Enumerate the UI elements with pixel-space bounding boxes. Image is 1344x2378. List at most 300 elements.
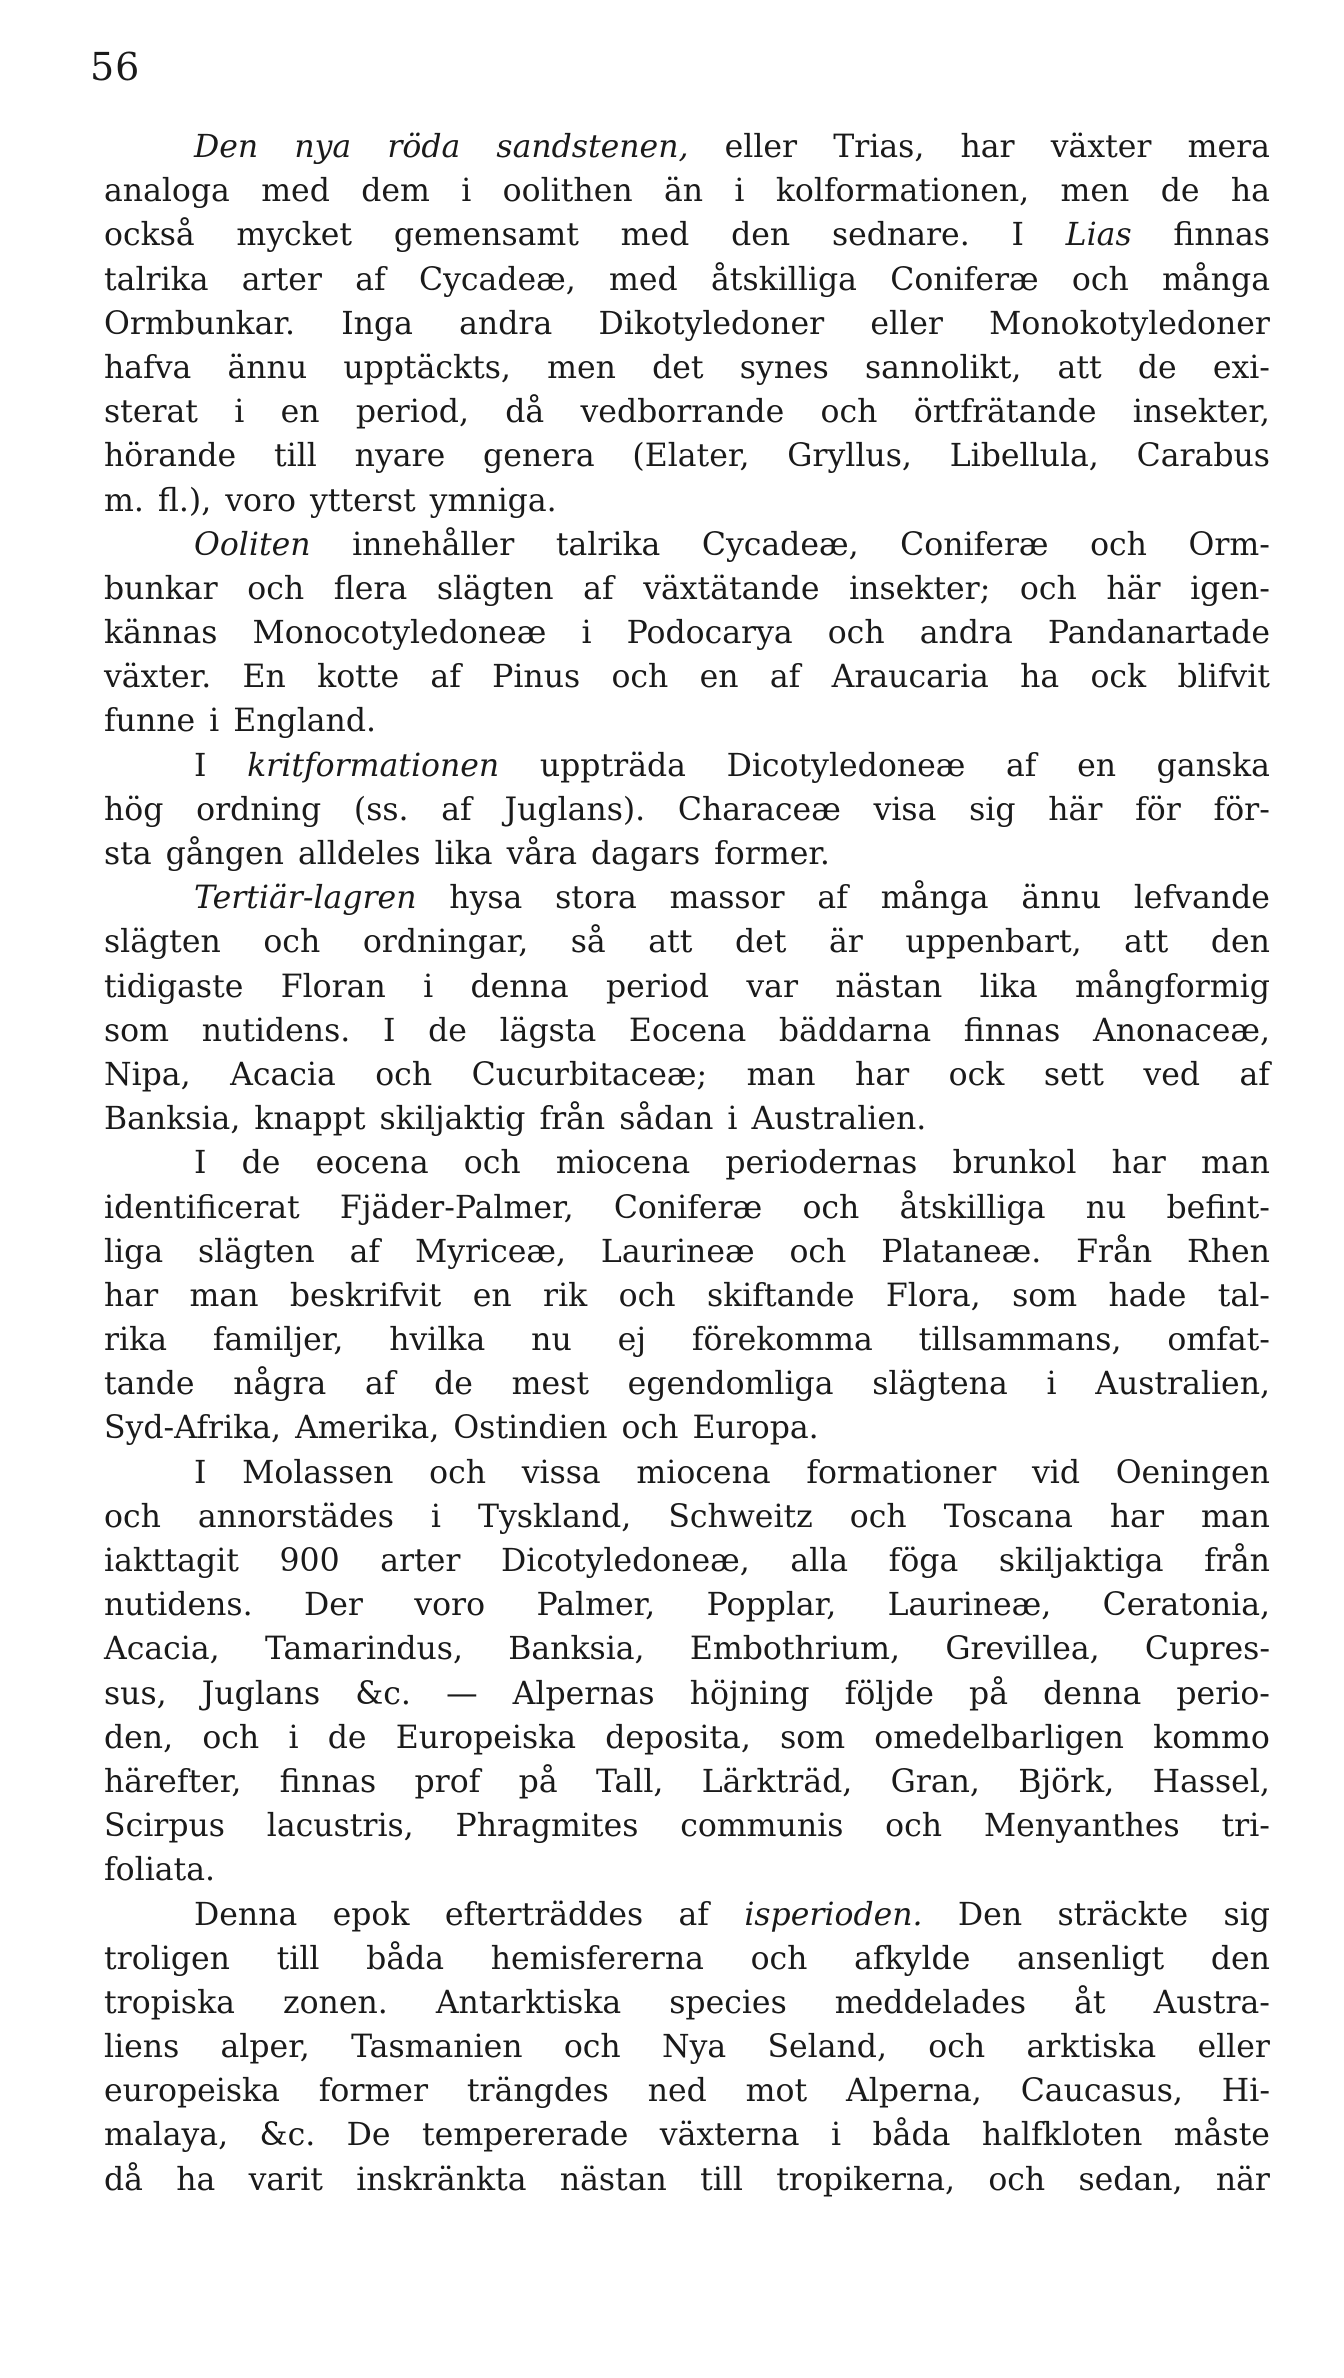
word: mångformig [1075,968,1270,1005]
word: det [734,924,787,961]
text-line [104,567,1270,611]
word: med [609,261,678,298]
word: ha [1230,173,1270,210]
word: ej [617,1322,647,1359]
italic-word: sandstenen, [496,129,689,165]
text-line [104,346,1270,390]
word: för- [1213,791,1270,828]
word: blifvit [1177,659,1270,696]
word: tidigaste [104,968,244,1005]
word: af [583,570,614,607]
word: Fjäder-Palmer, [339,1189,574,1226]
word: och [104,1498,161,1535]
word: Caucasus, [1020,2073,1183,2110]
text-line [104,1097,1270,1141]
word: tillsammans, [918,1322,1122,1359]
word: stora [555,880,637,917]
word: Denna [194,1896,298,1933]
word: den [1210,1940,1270,1977]
word: I [194,1145,207,1182]
text-line [104,876,1270,920]
word: Laurineæ [600,1233,755,1270]
word: Amerika, [295,1410,440,1447]
word: Ceratonia, [1102,1587,1270,1624]
text-line [104,611,1270,655]
text-line [104,1760,1270,1804]
word: är [828,924,863,961]
word: kommo [1153,1719,1270,1756]
word: växterna [659,2117,800,2154]
word: mot [745,2073,808,2110]
text-line [104,1937,1270,1981]
word: rika [104,1322,167,1359]
word: har [855,1056,910,1093]
word: I [382,1012,396,1049]
word: Phragmites [455,1808,639,1845]
word: att [1057,349,1102,386]
text-line [104,125,1270,169]
word: zonen. [282,1984,388,2021]
word: nutidens. [201,1012,351,1049]
word: omfat- [1167,1322,1270,1359]
word: voro [225,482,297,519]
word: inskränkta [356,2161,527,2198]
word: alper, [220,2029,310,2066]
word: en [1077,747,1117,784]
word: Eocena [628,1012,747,1049]
word: sannolikt, [864,349,1022,386]
word: växter [1050,129,1152,165]
word: som [780,1719,846,1756]
word: talrika [555,526,661,563]
word: man [1201,1498,1270,1535]
word: Characeæ [677,791,841,828]
word: Plataneæ. [881,1233,1042,1270]
word: I [194,747,207,784]
word: man [189,1277,259,1314]
word: De [346,2117,391,2154]
text-line [104,523,1270,567]
word: för [1135,791,1181,828]
word: gången [165,836,284,872]
word: rik [543,1277,588,1314]
word: nästan [835,968,943,1005]
word: Björk, [1018,1763,1115,1800]
text-line [104,744,1270,788]
word: båda [366,1940,445,1977]
word: Myriceæ, [414,1233,567,1270]
word: Inga [341,305,413,342]
word: föga [888,1543,959,1579]
word: ned [647,2073,707,2110]
text-line [104,1627,1270,1671]
text-line [104,1495,1270,1539]
word: andra [459,305,553,342]
word: finnas [279,1763,377,1800]
word: då [505,394,545,431]
word: Acacia, [104,1631,220,1668]
italic-word: nya [294,129,352,165]
word: af [817,880,848,917]
word: ha [176,2161,216,2198]
word: Coniferæ [900,526,1049,563]
word: Acacia [230,1056,336,1093]
word: afkylde [854,1940,971,1977]
text-line [104,699,1270,743]
word: Menyanthes [983,1808,1180,1845]
word: sterat [104,394,198,431]
text-line [104,1406,1270,1450]
word: bunkar [104,570,218,607]
word: Austra- [1153,1984,1270,2021]
word: Araucaria [831,659,989,696]
word: dagars [591,836,701,872]
word: nutidens. [104,1587,253,1624]
word: Grevillea, [945,1631,1100,1668]
word: knappt [254,1101,366,1138]
word: eller [1197,2029,1270,2066]
word: Coniferæ [890,261,1039,298]
word: synes [739,349,829,386]
word: en [280,394,320,431]
word: slägtena [872,1366,1008,1403]
word: och [802,1189,860,1226]
text-line [104,2113,1270,2157]
text-line [104,1981,1270,2025]
word: växtätande [643,570,820,607]
word: af [349,1233,381,1270]
word: tempererade [422,2117,629,2154]
word: denna [1043,1675,1142,1712]
word: Embothrium, [689,1631,901,1668]
italic-word: Ooliten [194,526,311,563]
text-line [104,479,1270,523]
word: åtskilliga [899,1189,1046,1226]
word: Monocotyledoneæ [252,615,547,652]
word: i [581,615,592,652]
word: och [849,1498,907,1535]
word: &c. [355,1675,411,1712]
word: när [1215,2161,1270,2198]
text-line [104,1672,1270,1716]
word: skiljaktig [379,1101,526,1138]
word: Cupres- [1144,1631,1270,1668]
word: I [1011,217,1024,254]
word: följde [844,1675,934,1712]
word: och [827,615,885,652]
word: och [1090,526,1147,563]
word: sednare. [831,217,970,254]
word: man [1200,1145,1270,1182]
word: arter [241,261,322,298]
word: båda [872,2117,951,2154]
page-number: 56 [90,45,141,89]
word: här [1048,791,1103,828]
word: de [1160,173,1200,210]
word: af [441,791,472,828]
word: i [734,173,745,210]
word: förekomma [691,1322,873,1359]
word: tande [104,1366,195,1403]
word: sus, [104,1675,167,1712]
word: Alperna, [846,2073,982,2110]
word: genera [483,438,595,475]
word: exi- [1212,349,1270,386]
word: Antarktiska [435,1984,622,2021]
word: Hassel, [1152,1763,1270,1800]
text-line [104,1451,1270,1495]
word: åt [1074,1984,1106,2021]
word: denna [470,968,569,1005]
word: har [1111,1145,1166,1182]
text-line [104,302,1270,346]
word: nu [1085,1189,1127,1226]
word: andra [919,615,1013,652]
word: hörande [104,438,237,475]
word: nu [531,1322,572,1359]
word: Palmer, [536,1587,656,1624]
word: period [605,968,710,1005]
word: vissa [521,1454,601,1491]
word: det [652,349,704,386]
word: alla [790,1543,849,1579]
word: Europa. [692,1410,819,1447]
word: Tasmanien [351,2029,523,2066]
word: kolformationen, [775,173,1030,210]
word: Pandanartade [1047,615,1270,652]
text-line [104,1274,1270,1318]
word: En [242,659,286,696]
word: Europeiska [395,1719,576,1756]
word: lacustris, [266,1808,414,1845]
word: voro [414,1587,486,1624]
word: har [1109,1498,1165,1535]
text-line [104,965,1270,1009]
word: epok [332,1896,410,1933]
word: Schweitz [668,1498,813,1535]
word: att [648,924,693,961]
word: mest [511,1366,589,1403]
word: i [234,394,245,431]
word: ytterst [310,482,416,519]
word: och [618,1277,676,1314]
word: — [446,1675,478,1712]
word: Cucurbitaceæ; [471,1056,708,1093]
word: lika [979,968,1038,1005]
word: foliata. [104,1852,216,1889]
word: att [1124,924,1169,961]
word: var [746,968,799,1005]
word: befint- [1166,1189,1270,1226]
text-line [104,920,1270,964]
word: några [233,1366,327,1403]
word: (Elater, [632,438,750,475]
text-line [104,1009,1270,1053]
word: af [355,261,386,298]
word: ansenligt [1017,1940,1165,1977]
text-line [104,1186,1270,1230]
word: 900 [279,1543,340,1579]
word: än [663,173,704,210]
word: och [789,1233,847,1270]
word: Den [957,1896,1023,1933]
word: former [318,2073,429,2110]
word: sådan [619,1101,714,1138]
word: Dicotyledoneæ, [501,1543,750,1579]
word: örtfrätande [913,394,1097,431]
word: lägsta [499,1012,597,1049]
text-line [104,169,1270,213]
word: liga [104,1233,164,1270]
word: vedborrande [580,394,785,431]
word: från [539,1101,606,1138]
word: flera [333,570,408,607]
word: Banksia, [508,1631,645,1668]
text-line [104,2025,1270,2069]
word: de [428,1012,467,1049]
word: i [430,1498,441,1535]
word: (ss. [353,791,409,828]
word: och [1071,261,1129,298]
word: och [885,1808,943,1845]
word: Pinus [492,659,581,696]
word: Cycadeæ, [701,526,859,563]
word: Nya [662,2029,727,2066]
italic-word: Den [194,129,259,165]
word: malaya, [104,2117,229,2154]
word: beskrifvit [289,1277,442,1314]
word: Dikotyledoner [598,305,825,342]
word: varit [248,2161,323,2198]
word: och [263,924,321,961]
word: Coniferæ [613,1189,763,1226]
word: Tyskland, [477,1498,632,1535]
word: sett [1043,1056,1104,1093]
word: liens [104,2029,180,2066]
word: prof [414,1763,481,1800]
text-line [104,1716,1270,1760]
word: Oeningen [1115,1454,1270,1491]
word: brunkol [952,1145,1077,1182]
word: växter. [104,659,212,696]
word: periodernas [725,1145,918,1182]
text-line [104,258,1270,302]
word: sig [1223,1896,1270,1933]
word: en [699,659,739,696]
word: analoga [104,173,230,210]
word: tal- [1217,1277,1270,1314]
word: till [700,2161,743,2198]
word: Rhen [1187,1233,1270,1270]
text-line [104,1583,1270,1627]
word: Gryllus, [787,438,912,475]
word: slägten [104,924,221,961]
word: England. [233,703,377,740]
word: Orm- [1188,526,1270,563]
word: många [1162,261,1270,298]
word: Australien, [1095,1366,1270,1403]
word: igen- [1190,570,1270,607]
word: och [563,2029,621,2066]
word: eocena [315,1145,429,1182]
word: Monokotyledoner [989,305,1270,342]
word: och [247,570,305,607]
word: Ostindien [453,1410,608,1447]
word: meddelades [834,1984,1027,2021]
word: Seland, [767,2029,887,2066]
word: innehåller [352,526,515,563]
word: halfkloten [981,2117,1143,2154]
word: Australien. [751,1101,927,1138]
text-line [104,2158,1270,2202]
word: ock [948,1056,1005,1093]
word: hafva [104,349,192,386]
word: en [472,1277,512,1314]
word: I [194,1454,207,1491]
word: Carabus [1136,438,1270,475]
word: fl.), [157,482,212,519]
word: de [1137,349,1177,386]
word: oolithen [502,173,633,210]
word: iakttagit [104,1543,239,1579]
text-line [104,1053,1270,1097]
word: perio- [1176,1675,1270,1712]
word: uppenbart, [905,924,1082,961]
word: Hi- [1221,2073,1270,2110]
word: former. [714,836,830,872]
word: skiftande [706,1277,855,1314]
word: skiljaktiga [998,1543,1164,1579]
word: ordningar, [362,924,529,961]
word: dem [361,173,430,210]
word: Podocarya [626,615,793,652]
word: Alpernas [512,1675,655,1712]
word: hög [104,791,164,828]
word: bäddarna [778,1012,932,1049]
word: till [276,1940,320,1977]
word: nyare [354,438,446,475]
word: Scirpus [104,1808,225,1845]
word: communis [680,1808,844,1845]
word: slägten [436,570,554,607]
word: och [202,1719,260,1756]
word: af [430,659,461,696]
text-line [104,1141,1270,1185]
word: hemisfererna [490,1940,704,1977]
word: hysa [449,880,523,917]
text-line [104,1362,1270,1406]
text-line [104,1318,1270,1362]
word: som [1012,1277,1078,1314]
word: mera [1187,129,1270,165]
word: och [429,1454,487,1491]
word: den [731,217,791,254]
word: lika [434,836,493,872]
word: m. [104,482,144,519]
word: sta [104,836,152,872]
word: slägten [197,1233,315,1270]
word: insekter, [1132,394,1270,431]
text-line [104,213,1270,257]
word: period, [355,394,469,431]
word: och [928,2029,986,2066]
word: också [104,217,195,254]
word: species [669,1984,787,2021]
word: nästan [559,2161,667,2198]
word: Floran [280,968,386,1005]
word: de [434,1366,473,1403]
word: Syd-Afrika, [104,1410,282,1447]
